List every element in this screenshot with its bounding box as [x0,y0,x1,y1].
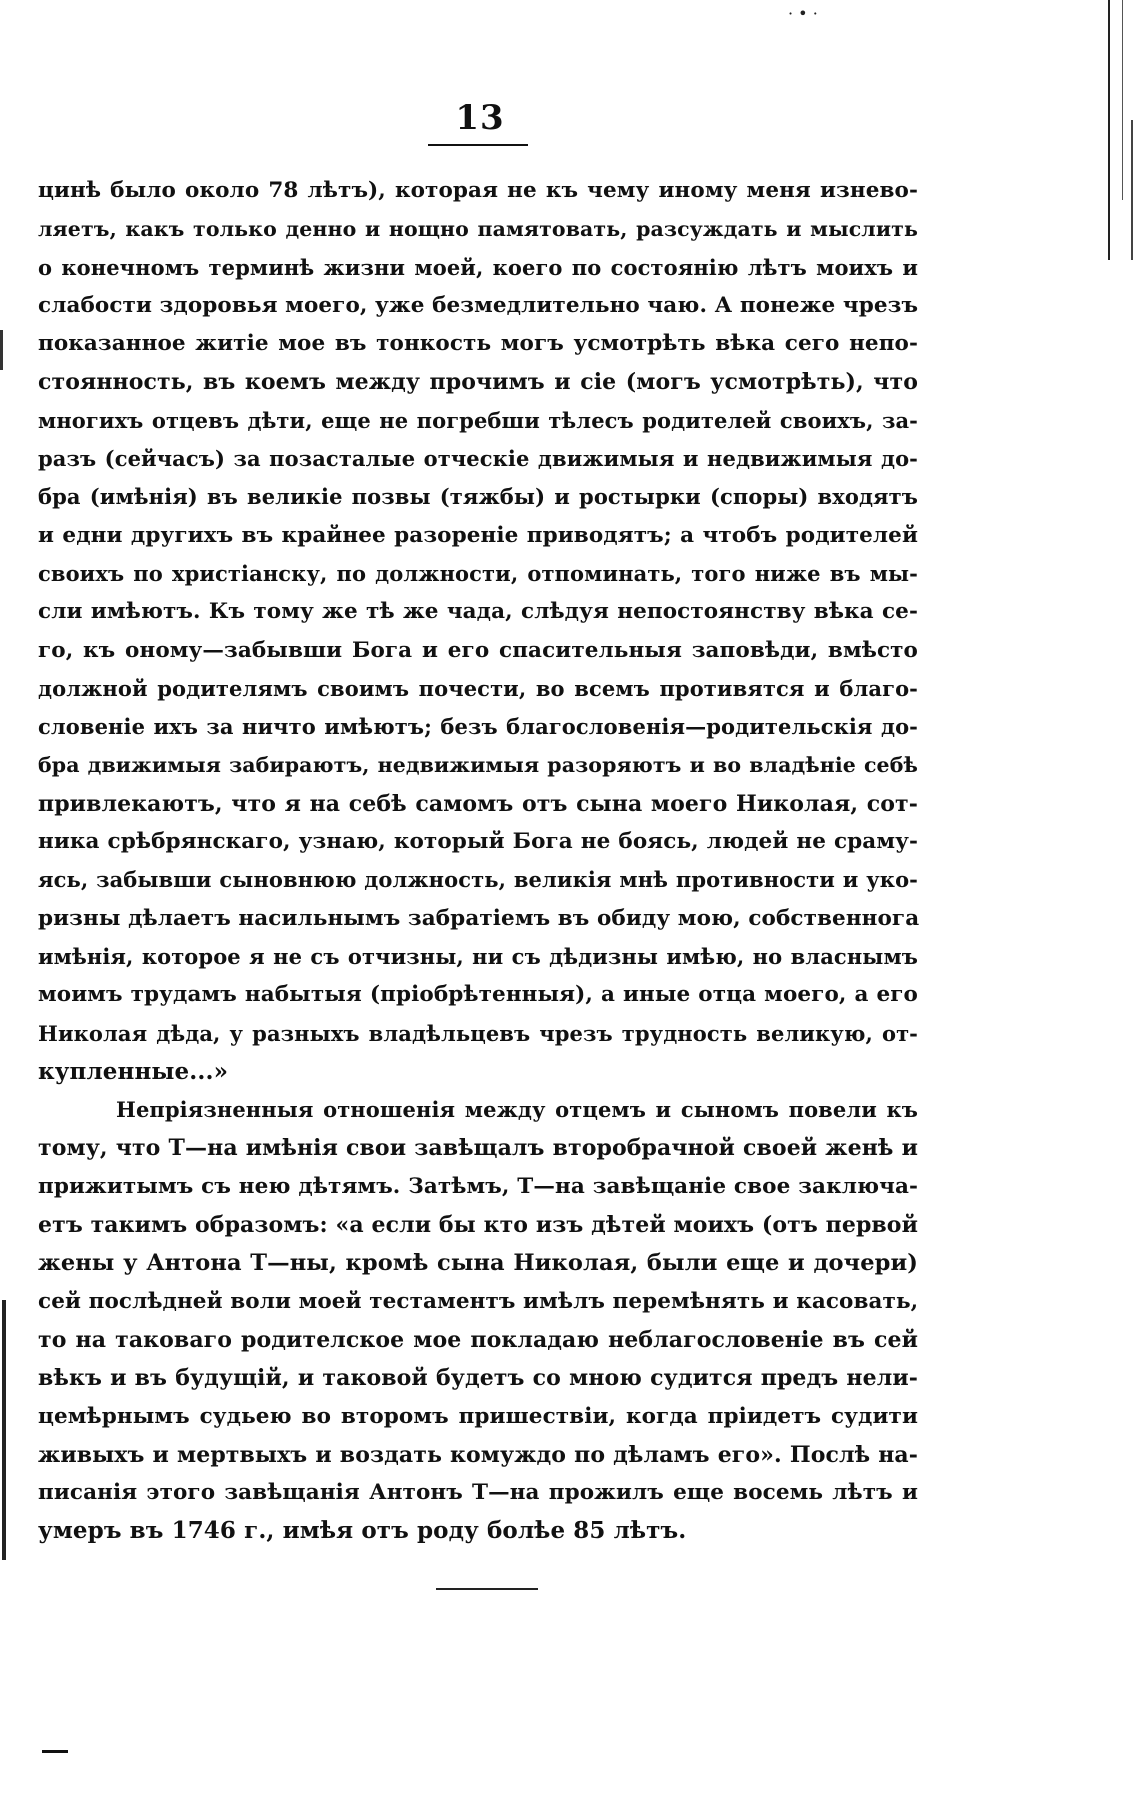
text-line: Николая дѣда, у разныхъ владѣльцевъ чрезъ трудность великую, от- [38,1020,918,1046]
text-line: слабости здоровья моего, уже безмедлительно чаю. А понеже чрезъ [38,292,919,318]
text-line: и едни другихъ въ крайнее разореніе приводятъ; а чтобъ родителей [38,522,918,548]
text-line: прижитымъ съ нею дѣтямъ. Затѣмъ, Т—на завѣщаніе свое заключа- [38,1173,918,1199]
text-line: жены у Антона Т—ны, кромѣ сына Николая, были еще и дочери) [38,1250,918,1277]
text-line: бра (имѣнія) въ великіе позвы (тяжбы) и ростырки (споры) входятъ [38,484,918,510]
text-line: стоянность, въ коемъ между прочимъ и сіе (могъ усмотрѣть), что [38,369,918,396]
text-line: Непріязненныя отношенія между отцемъ и сыномъ повели къ [116,1097,918,1123]
text-line: писанія этого завѣщанія Антонъ Т—на прожилъ еще восемь лѣтъ и [38,1480,918,1506]
text-line: привлекаютъ, что я на себѣ самомъ отъ сына моего Николая, сот- [38,790,918,817]
text-line: имѣнія, которое я не съ отчизны, ни съ дѣдизны имѣю, но власнымъ [38,943,918,969]
text-line: сей послѣдней воли моей тестаментъ имѣлъ перемѣнять и касовать, [38,1288,919,1314]
text-line: словеніе ихъ за ничто имѣютъ; безъ благословенія—родительскія до- [38,714,918,740]
scan-margin-dash [42,1750,68,1753]
scan-edge-line [1122,0,1123,200]
text-line: го, къ оному—забывши Бога и его спасительныя заповѣди, вмѣсто [38,637,918,663]
text-line: живыхъ и мертвыхъ и воздать комуждо по дѣламъ его». Послѣ на- [38,1441,918,1468]
text-line: показанное житіе мое въ тонкость могъ усмотрѣть вѣка сего непо- [38,331,918,357]
section-end-rule [436,1588,538,1590]
scan-margin-mark [2,1300,6,1560]
text-line: ляетъ, какъ только денно и нощно памятовать, разсуждать и мыслить [38,217,918,242]
text-line: етъ такимъ образомъ: «а если бы кто изъ дѣтей моихъ (отъ первой [38,1212,918,1239]
text-line: цемѣрнымъ судьею во второмъ пришествіи, когда пріидетъ судити [38,1403,918,1429]
text-line: то на таковаго родителское мое покладаю неблагословеніе въ сей [38,1326,918,1353]
text-line: тому, что Т—на имѣнія свои завѣщалъ второбрачной своей женѣ и [38,1135,918,1162]
text-line: бра движимыя забираютъ, недвижимыя разоряютъ и во владѣніе себѣ [38,753,918,778]
text-line: многихъ отцевъ дѣти, еще не погребши тѣлесъ родителей своихъ, за- [38,407,918,433]
text-line: ника срѣбрянскаго, узнаю, который Бога не боясь, людей не сраму- [38,829,918,855]
page-number: 13 [455,98,505,138]
text-line: ясь, забывши сыновнюю должность, великія мнѣ противности и уко- [38,867,918,893]
text-line: ризны дѣлаетъ насильнымъ забратіемъ въ обиду мою, собственнога [38,905,920,931]
text-line: сли имѣютъ. Къ тому же тѣ же чада, слѣдуя непостоянству вѣка се- [38,599,918,625]
text-line: цинѣ было около 78 лѣтъ), которая не къ чему иному меня изнево- [38,178,918,203]
text-line: вѣкъ и въ будущій, и таковой будетъ со мною судится предъ нели- [38,1365,918,1392]
text-line: умеръ въ 1746 г., имѣя отъ роду болѣе 85 лѣтъ. [38,1517,687,1545]
scan-edge-line [1108,0,1110,260]
text-line: о конечномъ терминѣ жизни моей, коего по состоянію лѣтъ моихъ и [38,254,918,280]
text-line: моимъ трудамъ набытыя (пріобрѣтенныя), а иные отца моего, а его [38,982,918,1008]
paragraph [38,172,918,1091]
page-number-underline [428,144,528,146]
text-line: разъ (сейчасъ) за позасталые отческіе движимыя и недвижимыя до- [38,446,918,472]
scan-margin-mark [0,330,3,370]
text-line: должной родителямъ своимъ почести, во всемъ противятся и благо- [38,675,918,701]
scan-dots: · • · [788,4,818,23]
text-line: купленные...» [38,1057,229,1085]
text-line: своихъ по христіанску, по должности, отпоминать, того ниже въ мы- [38,560,918,586]
scan-edge-line [1131,120,1133,260]
paragraph [38,1091,918,1551]
body-text [38,172,918,1551]
